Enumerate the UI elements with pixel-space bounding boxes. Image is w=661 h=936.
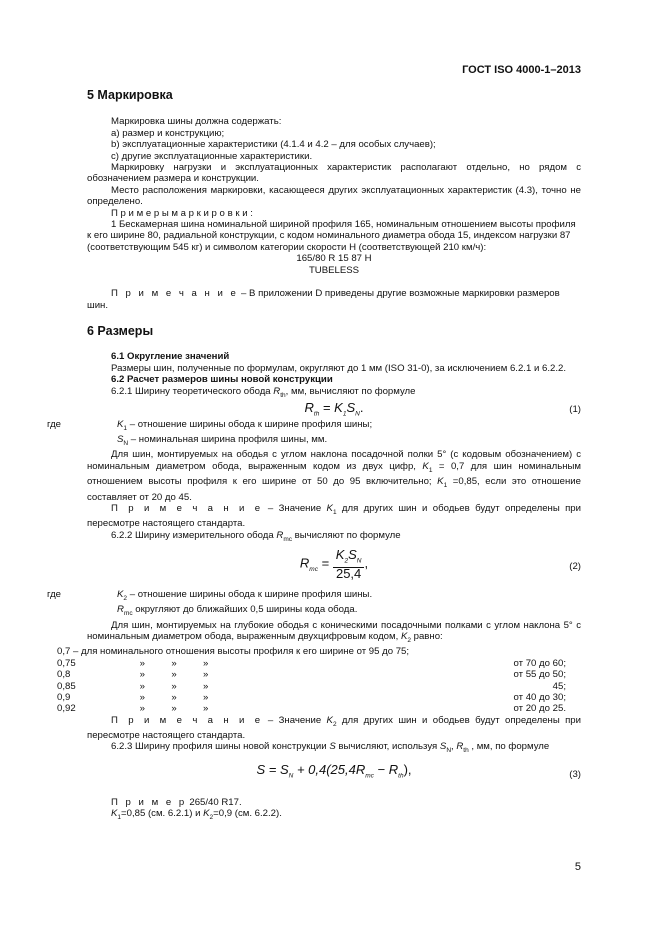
p-6-2-1: 6.2.1 Ширину теоретического обода $R_{th}$, мм, вычисляют по формуле (111, 385, 416, 399)
example-label: П р и м е р 265/40 R17. (111, 796, 242, 808)
note-text: – В приложении D приведены другие возможные маркировки размеров шин. (87, 288, 560, 311)
where-k2: где $K_2$ – отношение ширины обода к ширине профиля шины. (47, 588, 373, 602)
section-5-title: 5 Маркировка (87, 88, 173, 102)
p-dl-2: Для шин, монтируемых на глубокие ободья с коническими посадочными полками с углом наклона 5° с номинальным диаметром обода, выраженным двухцифровым кодом, $K_2$ равно: (87, 619, 581, 644)
p-6-1: Размеры шин, полученные по формулам, округляют до 1 мм (ISO 31-0), за исключением 6.2.1 и 6.2.2. (111, 362, 566, 374)
where-sn: $S_N$ – номинальная ширина профиля шины, мм. (117, 434, 328, 448)
formula-3: $S = S_N + 0,4(25,4R_{mc} - R_{th})$, (3) (256, 761, 581, 780)
s5-paragraph-2: Маркировку нагрузки и эксплуатационных характеристик располагают отдельно, но рядом с обозначением размера и конструкции. (87, 162, 581, 185)
s5-list-c: c) другие эксплуатационные характеристики. (111, 150, 313, 162)
formula-1: $R_{th} = K_1S_N$. (1) (304, 399, 581, 418)
note-3: П р и м е ч а н и е – Значение $K_2$ для других шин и ободьев будут определены при пересмотре настоящего стандарта. (87, 714, 581, 742)
s5-note (87, 288, 581, 311)
p-6-2-2: 6.2.2 Ширину измерительного обода $R_{mc}$ вычисляют по формуле (111, 529, 401, 543)
marking-line-2: TUBELESS (308, 264, 360, 276)
note-2: П р и м е ч а н и е – Значение $K_1$ для других шин и ободьев будут определены при пересмотре настоящего стандарта. (87, 502, 581, 530)
formula-2: $R_{mc}$ = $\frac{K_2S_N}{25,4}$ , (2) (299, 546, 581, 581)
s5-examples-heading: П р и м е р ы м а р к и р о в к и : (111, 207, 253, 219)
example-values: $K_1=0,85$ (см. 6.2.1) и $K_2=0,9$ (см. 6.2.2). (111, 808, 282, 822)
formula-2-number: (2) (569, 560, 581, 572)
note-label: П р и м е ч а н и е (111, 288, 239, 300)
table-row: 0,9 » » » от 40 до 30; (57, 691, 566, 703)
s5-intro: Маркировка шины должна содержать: (111, 116, 282, 128)
table-row: 0,75 » » » от 70 до 60; (57, 657, 566, 669)
table-row: 0,92 » » » от 20 до 25. (57, 703, 566, 715)
where-k1: где $K_1$ – отношение ширины обода к ширине профиля шины; (47, 418, 373, 432)
section-6-title: 6 Размеры (87, 323, 154, 338)
table-row: 0,8 » » » от 55 до 50; (57, 669, 566, 681)
marking-line-1: 165/80 R 15 87 H (296, 253, 372, 265)
s5-list-b: b) эксплуатационные характеристики (4.1.4 и 4.2 – для особых случаев); (111, 139, 436, 151)
formula-1-number: (1) (569, 403, 581, 415)
h-6-2: 6.2 Расчет размеров шины новой конструкции (111, 374, 333, 386)
standard-header: ГОСТ ISO 4000-1–2013 (462, 64, 581, 76)
p-dl-1: Для шин, монтируемых на ободья с углом наклона посадочной полки 5° (с кодовым обозначением) с номинальным диаметром обода, выраженным кодом из двух цифр, $K_1 = 0,7$ для шин номинальным отношением высоты профиля к его ширине от 50 до 95 включительно; $K_1 =0,85$, если это отношение составляет от 20 до 45. (87, 449, 581, 503)
k2-table (57, 658, 581, 715)
page-content (47, 88, 581, 823)
p-6-2-3: 6.2.3 Ширину профиля шины новой конструкции S вычисляют, используя $S_N$, $R_{th}$ , мм, по формуле (111, 741, 550, 755)
s5-list-a: a) размер и конструкцию; (111, 127, 225, 139)
h-6-1: 6.1 Округление значений (111, 351, 230, 363)
page-number: 5 (574, 861, 581, 873)
s5-paragraph-3: Место расположения маркировки, касающееся других эксплуатационных характеристик (4.3), точно не определено. (87, 184, 581, 208)
formula-3-number: (3) (569, 768, 581, 780)
rmc-rounding: $R_{mc}$ округляют до ближайших 0,5 ширины кода обода. (117, 604, 358, 618)
s5-example-1: 1 Бескамерная шина номинальной шириной профиля 165, номинальным отношением высоты профиля к его ширине 80, радиальной конструкции, с кодом номинального диаметра обода 15, индексом нагрузки 87 (соответствующим 545 кг) и символом категории скорости H (соответствующей 210 км/ч): (87, 219, 576, 253)
table-row: 0,85 » » » 45; (57, 680, 566, 692)
k2-table-first: 0,7 – для номинального отношения высоты профиля к его ширине от 95 до 75; (57, 646, 410, 658)
